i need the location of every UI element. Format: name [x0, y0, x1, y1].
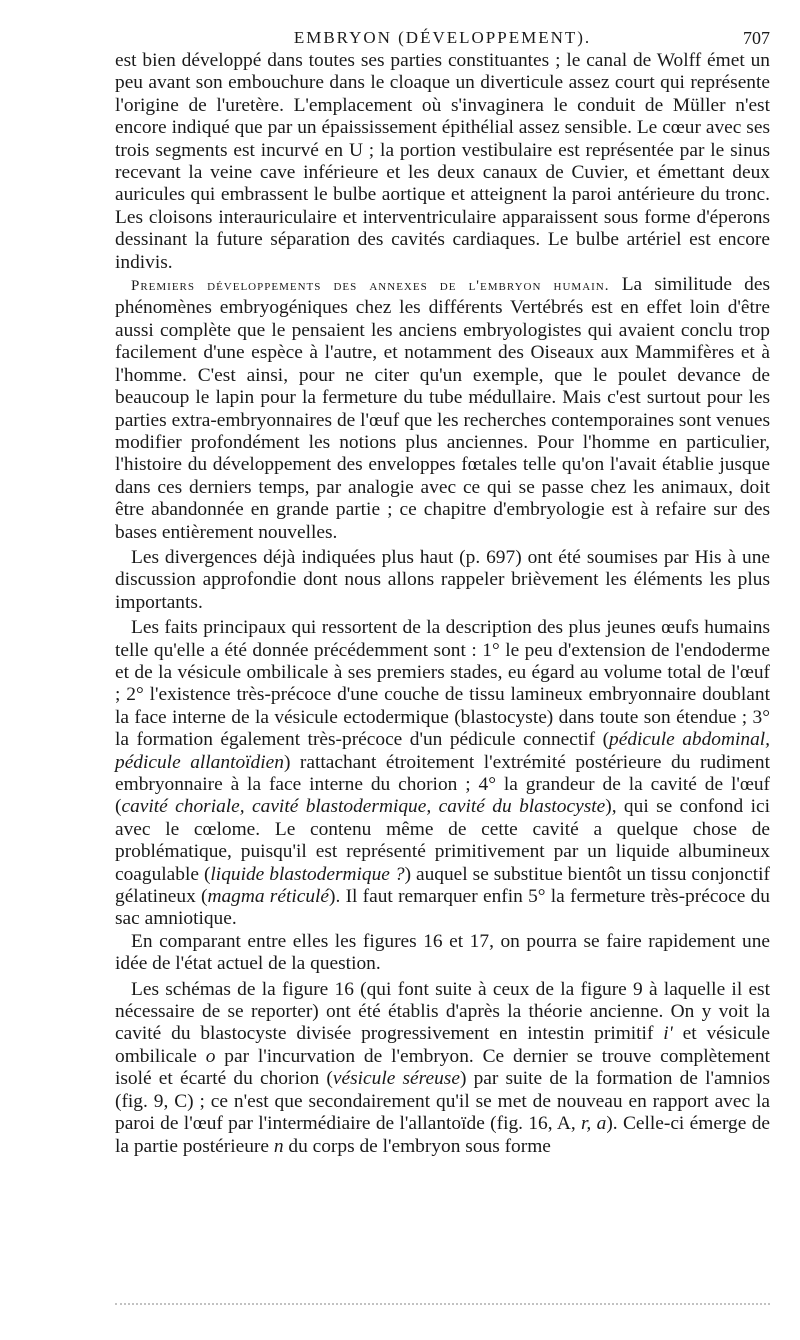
body-text: [115, 50, 770, 1158]
text-run: Les divergences déjà indiquées plus haut (p. 697) ont été soumises par His à une discussion approfondie dont nous allons rappeler brièvement les éléments les plus importants.: [115, 546, 770, 613]
text-run: Les schémas de la figure 16 (qui font suite à ceux de la figure 9 à laquelle il est nécessaire de se reporter) ont été établis d'après la théorie ancienne. On y voit la cavité du blastocyste divisée progressivement en intestin primitif: [115, 978, 770, 1045]
italic-term: pédicule abdominal, pédicule allantoïdien: [115, 729, 770, 773]
text-run: La similitude des phénomènes embryogéniques chez les différents Vertébrés est en effet loin d'être aussi complète que le pensaient les anciens embryologistes qui avaient conclu trop facilement d'une espèce à l'autre, et notamment des Oiseaux aux Mammifères et à l'homme. C'est ainsi, pour ne citer qu'un exemple, que le poulet devance de beaucoup le lapin pour la fermeture du tube médullaire. Mais c'est surtout pour les parties extra-embryonnaires de l'œuf que les recherches contemporaines sont venues modifier profondément les notions plus anciennes. Pour l'homme en particulier, l'histoire du développement des enveloppes fœtales telle qu'on l'avait établie jusque dans ces derniers temps, par analogie avec ce qui se passe chez les animaux, doit être abandonnée en grande partie ; ce chapitre d'embryologie est à refaire sur des bases entièrement nouvelles.: [115, 274, 770, 543]
paragraph: [115, 979, 770, 1158]
italic-term: vésicule séreuse: [332, 1068, 460, 1090]
footer-dotted-rule: [115, 1303, 770, 1305]
text-run: ). Il faut remarquer enfin 5° la fermeture très-précoce du sac amniotique.: [115, 886, 770, 930]
page-number: 707: [743, 28, 770, 48]
italic-term: magma réticulé: [207, 886, 330, 908]
text-run: En comparant entre elles les figures 16 et 17, on pourra se faire rapidement une idée de l'état actuel de la question.: [115, 930, 770, 975]
section-heading: Premiers développements des annexes de l'embryon humain.: [131, 278, 610, 295]
italic-term: i': [663, 1023, 673, 1045]
text-run: ) par suite de la formation de l'amnios (fig. 9, C) ; ce n'est que secondairement qu'il se met de nouveau en rapport avec la paroi de l'œuf par l'intermédiaire de l'allantoïde (fig. 16, A,: [115, 1068, 770, 1135]
text-run: et vésicule ombilicale: [115, 1023, 770, 1067]
running-title: EMBRYON (DÉVELOPPEMENT).: [293, 28, 592, 47]
text-run: ). Celle-ci émerge de la partie postérieure: [115, 1113, 770, 1157]
italic-term: n: [273, 1135, 284, 1157]
italic-term: r, a: [581, 1113, 607, 1135]
paragraph: [115, 617, 770, 931]
text-run: est bien développé dans toutes ses parties constituantes ; le canal de Wolff émet un peu avant son embouchure dans le cloaque un diverticule assez court qui représente l'origine de l'uretère. L'emplacement où s'invaginera le conduit de Müller n'est encore indiqué que par un épaississement épithélial assez sensible. Le cœur avec ses trois segments est incurvé en U ; la portion vestibulaire est représentée par le sinus recevant la veine cave inférieure et les deux canaux de Cuvier, et émettant deux auricules qui embrassent le bulbe aortique et atteignent la paroi antérieure du tronc. Les cloisons interauriculaire et interventriculaire apparaissent sous forme d'éperons dessinant la future séparation des cavités cardiaques. Le bulbe artériel est encore indivis.: [115, 50, 770, 273]
text-run: ) rattachant étroitement l'extrémité postérieure du rudiment embryonnaire à la face interne du chorion ; 4° la grandeur de la cavité de l'œuf (: [115, 751, 770, 818]
text-run: ) auquel se substitue bientôt un tissu conjonctif gélatineux (: [115, 863, 771, 908]
text-run: du corps de l'embryon sous forme: [283, 1135, 551, 1157]
paragraph: [115, 274, 770, 544]
italic-term: o: [205, 1045, 216, 1067]
italic-term: liquide blastodermique ?: [210, 863, 405, 885]
text-run: ), qui se confond ici avec le cœlome. Le contenu même de cette cavité a quelque chose de problématique, puisqu'il est représenté primitivement par un liquide albumineux coagulable (: [115, 796, 770, 885]
text-run: par l'incurvation de l'embryon. Ce dernier se trouve complètement isolé et écarté du chorion (: [115, 1045, 770, 1090]
italic-term: cavité choriale, cavité blastodermique, cavité du blastocyste: [121, 796, 606, 818]
paragraph: [115, 50, 770, 274]
paragraph: [115, 931, 770, 976]
text-run: Les faits principaux qui ressortent de la description des plus jeunes œufs humains telle qu'elle a été donnée précédemment sont : 1° le peu d'extension de l'endoderme et de la vésicule ombilicale à ses premiers stades, eu égard au volume total de l'œuf ; 2° l'existence très-précoce d'une couche de tissu lamineux embryonnaire doublant la face interne de la vésicule ectodermique (blastocyste) dans toute son étendue ; 3° la formation également très-précoce d'un pédicule connectif (: [115, 617, 770, 751]
paragraph: [115, 547, 770, 614]
